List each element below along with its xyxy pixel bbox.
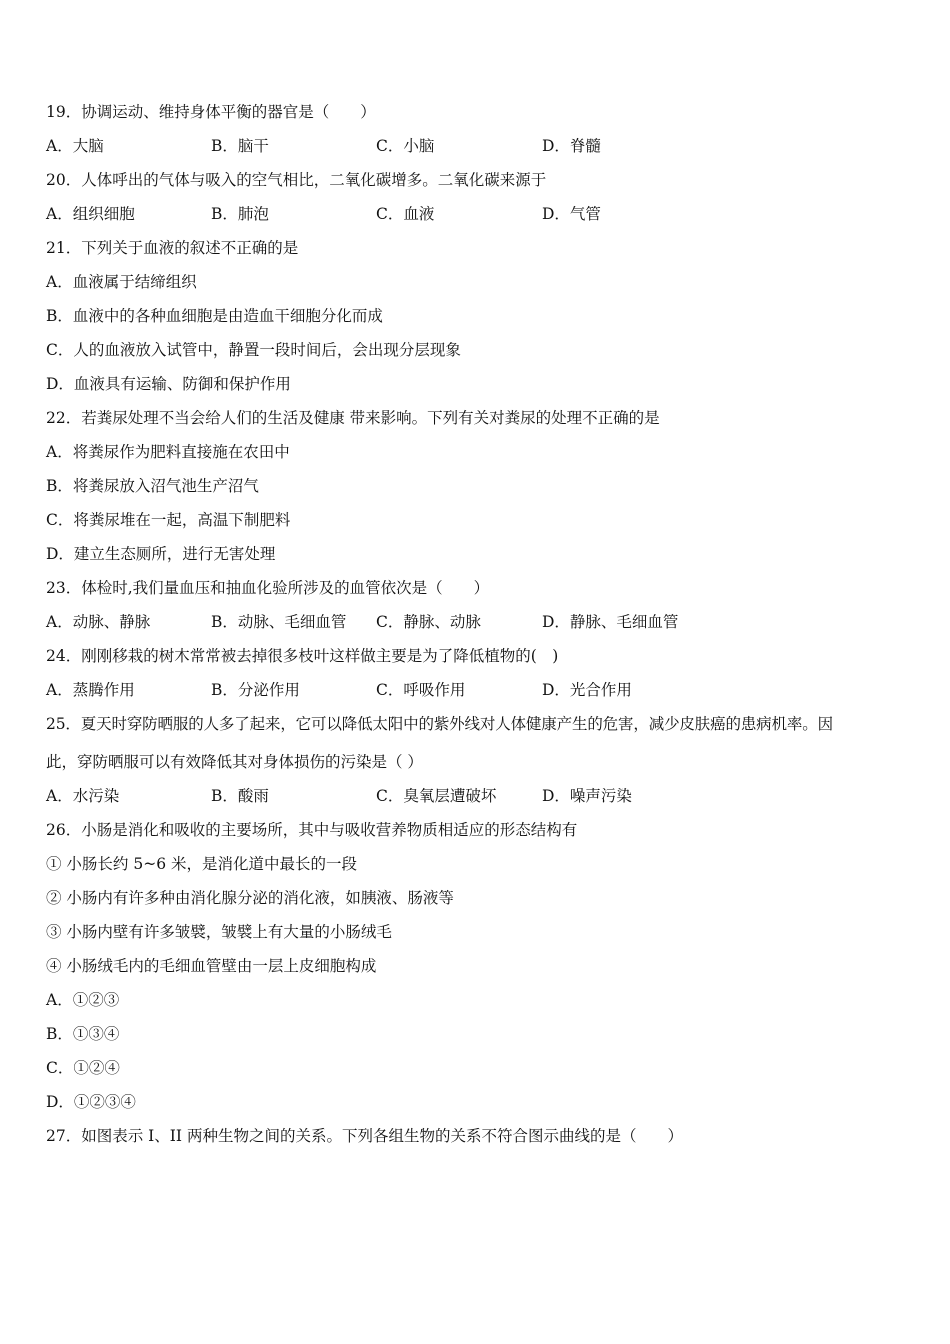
question-19-option-b[interactable]: B．脑干 [211, 137, 269, 155]
question-22-option-b[interactable]: B．将粪尿放入沼气池生产沼气 [46, 477, 259, 495]
question-20-stem: 20．人体呼出的气体与吸入的空气相比，二氧化碳增多。二氧化碳来源于 [46, 171, 547, 189]
question-21-option-d[interactable]: D．血液具有运输、防御和保护作用 [46, 375, 291, 393]
question-25-stem-line-1: 25．夏天时穿防晒服的人多了起来，它可以降低太阳中的紫外线对人体健康产生的危害，减少皮肤癌的患病机率。因 [46, 715, 833, 733]
question-25-option-d[interactable]: D．噪声污染 [542, 787, 632, 805]
question-24-stem: 24．刚刚移栽的树木常常被去掉很多枝叶这样做主要是为了降低植物的( ) [46, 647, 559, 665]
question-21-option-b[interactable]: B．血液中的各种血细胞是由造血干细胞分化而成 [46, 307, 383, 325]
question-20-option-c[interactable]: C．血液 [376, 205, 435, 223]
question-19-stem: 19．协调运动、维持身体平衡的器官是（ ） [46, 103, 376, 121]
question-21-stem: 21．下列关于血液的叙述不正确的是 [46, 239, 299, 257]
question-21-option-a[interactable]: A．血液属于结缔组织 [46, 273, 197, 291]
question-24-option-a[interactable]: A．蒸腾作用 [46, 681, 135, 699]
question-25-option-a[interactable]: A．水污染 [46, 787, 120, 805]
question-26-statement-2: ② 小肠内有许多种由消化腺分泌的消化液，如胰液、肠液等 [46, 889, 454, 907]
question-22-option-d[interactable]: D．建立生态厕所，进行无害处理 [46, 545, 276, 563]
question-23-option-b[interactable]: B．动脉、毛细血管 [211, 613, 347, 631]
question-26-option-c[interactable]: C．①②④ [46, 1059, 120, 1077]
question-20-option-a[interactable]: A．组织细胞 [46, 205, 135, 223]
question-23-option-d[interactable]: D．静脉、毛细血管 [542, 613, 679, 631]
question-24-option-d[interactable]: D．光合作用 [542, 681, 632, 699]
question-22-stem: 22．若粪尿处理不当会给人们的生活及健康 带来影响。下列有关对粪尿的处理不正确的是 [46, 409, 660, 427]
question-26-statement-4: ④ 小肠绒毛内的毛细血管壁由一层上皮细胞构成 [46, 957, 377, 975]
question-21-option-c[interactable]: C．人的血液放入试管中，静置一段时间后，会出现分层现象 [46, 341, 461, 359]
question-19-option-a[interactable]: A．大脑 [46, 137, 104, 155]
question-23-option-a[interactable]: A．动脉、静脉 [46, 613, 151, 631]
question-27-stem: 27．如图表示 I、II 两种生物之间的关系。下列各组生物的关系不符合图示曲线的是（ ） [46, 1127, 683, 1145]
question-26-option-b[interactable]: B．①③④ [46, 1025, 120, 1043]
question-23-option-c[interactable]: C．静脉、动脉 [376, 613, 481, 631]
question-22-option-a[interactable]: A．将粪尿作为肥料直接施在农田中 [46, 443, 290, 461]
question-20-option-b[interactable]: B．肺泡 [211, 205, 269, 223]
question-25-option-b[interactable]: B．酸雨 [211, 787, 269, 805]
question-26-stem: 26．小肠是消化和吸收的主要场所，其中与吸收营养物质相适应的形态结构有 [46, 821, 578, 839]
question-26-statement-3: ③ 小肠内壁有许多皱襞，皱襞上有大量的小肠绒毛 [46, 923, 392, 941]
question-22-option-c[interactable]: C．将粪尿堆在一起，高温下制肥料 [46, 511, 291, 529]
question-19-option-c[interactable]: C．小脑 [376, 137, 435, 155]
question-19-option-d[interactable]: D．脊髓 [542, 137, 601, 155]
question-26-statement-1: ① 小肠长约 5~6 米，是消化道中最长的一段 [46, 855, 357, 873]
question-26-option-d[interactable]: D．①②③④ [46, 1093, 136, 1111]
question-24-option-c[interactable]: C．呼吸作用 [376, 681, 466, 699]
question-25-stem-line-2: 此，穿防晒服可以有效降低其对身体损伤的污染是（ ） [46, 753, 423, 771]
question-20-option-d[interactable]: D．气管 [542, 205, 601, 223]
question-23-stem: 23．体检时,我们量血压和抽血化验所涉及的血管依次是（ ） [46, 579, 490, 597]
question-25-option-c[interactable]: C．臭氧层遭破坏 [376, 787, 497, 805]
question-24-option-b[interactable]: B．分泌作用 [211, 681, 300, 699]
question-26-option-a[interactable]: A．①②③ [46, 991, 120, 1009]
